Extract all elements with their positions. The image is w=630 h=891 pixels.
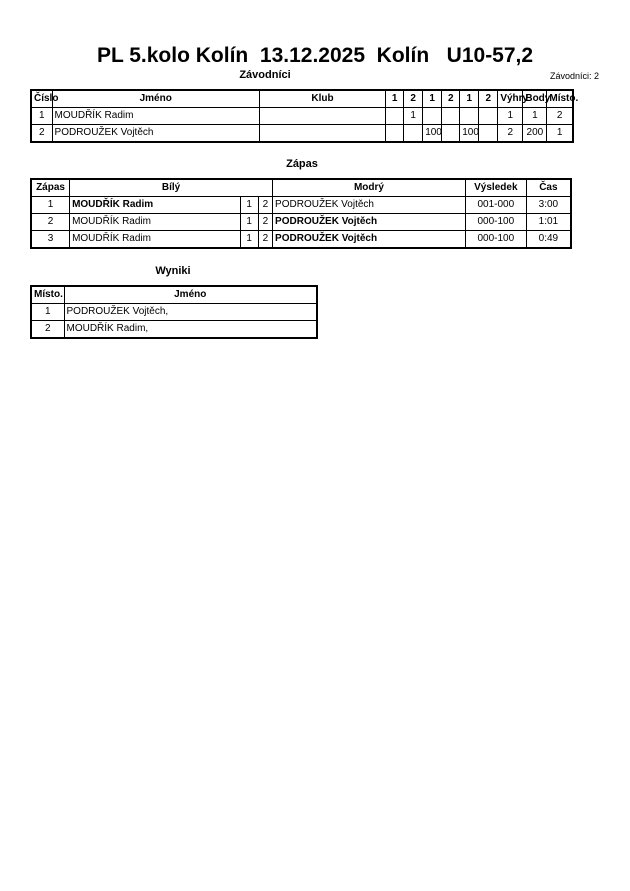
col-round-3: 1	[423, 90, 442, 108]
round-score	[386, 108, 404, 125]
col-misto: Místo.	[547, 90, 573, 108]
round-score	[423, 108, 442, 125]
round-score	[460, 108, 479, 125]
col-round-4: 2	[442, 90, 460, 108]
competitor-place: 2	[547, 108, 573, 125]
match-result: 001-000	[465, 197, 526, 214]
match-table	[30, 178, 572, 249]
white-fighter: MOUDŘÍK Radim	[70, 214, 241, 231]
match-time: 0:49	[526, 231, 571, 249]
competitors-table	[30, 89, 579, 143]
white-fighter: MOUDŘÍK Radim	[70, 231, 241, 249]
blue-fighter: PODROUŽEK Vojtěch	[273, 197, 466, 214]
match-header-row	[31, 179, 571, 197]
col-klub: Klub	[259, 90, 385, 108]
match-time: 1:01	[526, 214, 571, 231]
col-round-2: 2	[404, 90, 423, 108]
table-row	[31, 304, 317, 321]
competitor-wins: 1	[498, 108, 523, 125]
blue-marker: 2	[258, 231, 272, 249]
match-heading: Zápas	[286, 158, 318, 170]
round-score	[404, 125, 423, 143]
col-jmeno: Jméno	[64, 286, 317, 304]
competitor-club	[259, 108, 385, 125]
match-number: 2	[31, 214, 70, 231]
col-body: Body	[523, 90, 547, 108]
table-row	[31, 108, 573, 125]
round-score	[442, 108, 460, 125]
competitors-heading: Závodníci	[239, 69, 291, 81]
competitor-name: MOUDŘÍK Radim	[52, 108, 259, 125]
white-marker: 1	[240, 214, 258, 231]
col-vyhry: Výhry	[498, 90, 523, 108]
round-score	[386, 125, 404, 143]
table-row	[31, 125, 573, 143]
result-name: PODROUŽEK Vojtěch,	[64, 304, 317, 321]
results-header-row	[31, 286, 317, 304]
col-round-6: 2	[479, 90, 498, 108]
col-jmeno: Jméno	[52, 90, 259, 108]
col-round-1: 1	[386, 90, 404, 108]
competitor-number: 1	[31, 108, 52, 125]
results-table	[30, 285, 318, 339]
blue-fighter: PODROUŽEK Vojtěch	[273, 231, 466, 249]
competitor-points: 1	[523, 108, 547, 125]
match-result: 000-100	[465, 231, 526, 249]
round-score: 100	[460, 125, 479, 143]
match-result: 000-100	[465, 214, 526, 231]
competitor-club	[259, 125, 385, 143]
blue-fighter: PODROUŽEK Vojtěch	[273, 214, 466, 231]
result-place: 2	[31, 321, 64, 339]
competitor-points: 200	[523, 125, 547, 143]
blue-marker: 2	[258, 214, 272, 231]
round-score: 100	[423, 125, 442, 143]
round-score	[442, 125, 460, 143]
competitor-place: 1	[547, 125, 573, 143]
col-cas: Čas	[526, 179, 571, 197]
col-vysledek: Výsledek	[465, 179, 526, 197]
competitor-number: 2	[31, 125, 52, 143]
page-title: PL 5.kolo Kolín 13.12.2025 Kolín U10-57,2	[96, 44, 534, 67]
result-place: 1	[31, 304, 64, 321]
col-bily: Bílý	[70, 179, 273, 197]
round-score: 1	[404, 108, 423, 125]
competitor-name: PODROUŽEK Vojtěch	[52, 125, 259, 143]
table-row	[31, 231, 571, 249]
results-heading: Wyniki	[155, 265, 191, 277]
table-row	[31, 214, 571, 231]
col-cislo: Číslo	[31, 90, 52, 108]
competitors-header-row	[31, 90, 573, 108]
blue-marker: 2	[258, 197, 272, 214]
result-name: MOUDŘÍK Radim,	[64, 321, 317, 339]
white-marker: 1	[240, 197, 258, 214]
round-score	[479, 125, 498, 143]
white-marker: 1	[240, 231, 258, 249]
col-round-5: 1	[460, 90, 479, 108]
competitor-wins: 2	[498, 125, 523, 143]
table-row	[31, 321, 317, 339]
match-number: 1	[31, 197, 70, 214]
round-score	[479, 108, 498, 125]
table-row	[31, 197, 571, 214]
col-zapas: Zápas	[31, 179, 70, 197]
competitors-count: Závodníci: 2	[549, 71, 599, 81]
match-number: 3	[31, 231, 70, 249]
col-misto: Místo.	[31, 286, 64, 304]
match-time: 3:00	[526, 197, 571, 214]
white-fighter: MOUDŘÍK Radim	[70, 197, 241, 214]
col-modry: Modrý	[273, 179, 466, 197]
